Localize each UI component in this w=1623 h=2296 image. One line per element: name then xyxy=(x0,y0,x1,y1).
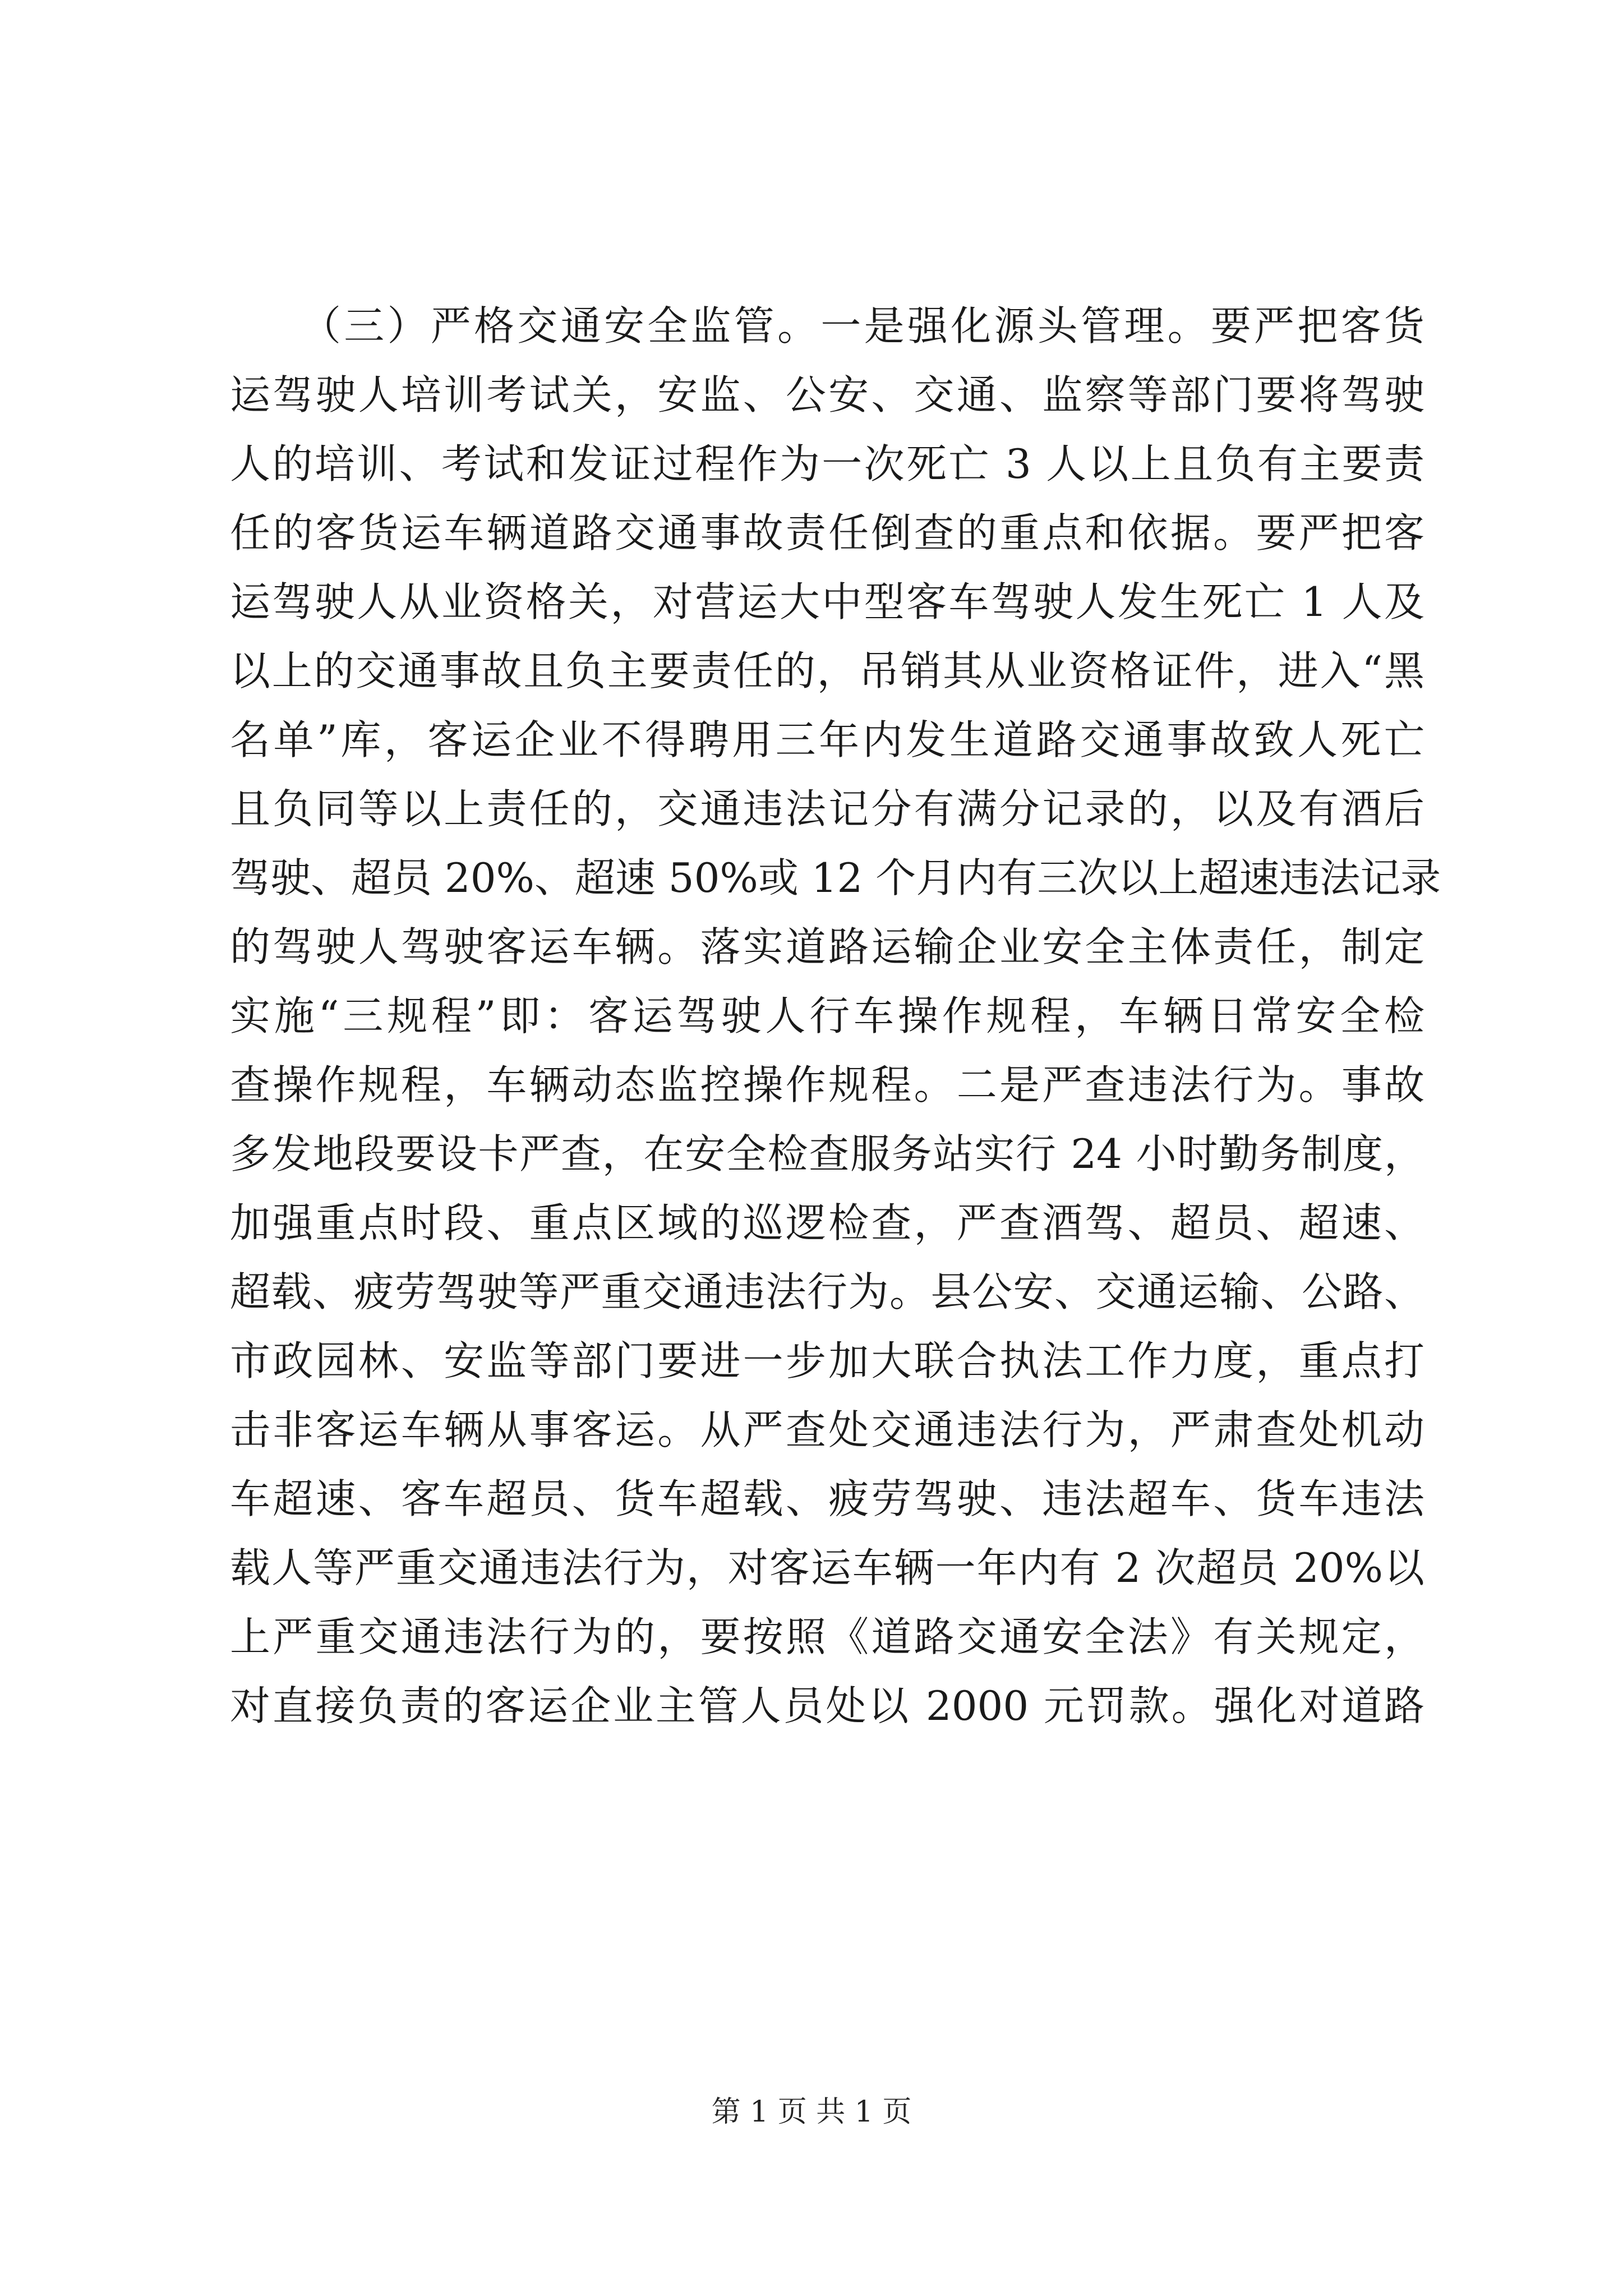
text-line: 击非客运车辆从事客运。从严查处交通违法行为，严肃查处机动 xyxy=(230,1406,1424,1453)
text-line: 驾驶、超员 20%、超速 50%或 12 个月内有三次以上超速违法记录 xyxy=(230,854,1441,901)
page-footer xyxy=(0,2095,1623,2129)
page-number-label: 第 1 页 共 1 页 xyxy=(711,2095,912,2129)
text-line: 对直接负责的客运企业主管人员处以 2000 元罚款。强化对道路 xyxy=(230,1682,1424,1729)
text-line: 任的客货运车辆道路交通事故责任倒查的重点和依据。要严把客 xyxy=(230,509,1424,556)
text-line: 市政园林、安监等部门要进一步加大联合执法工作力度，重点打 xyxy=(230,1337,1424,1384)
text-line: 载人等严重交通违法行为，对客运车辆一年内有 2 次超员 20%以 xyxy=(230,1544,1424,1591)
text-line: 上严重交通违法行为的，要按照《道路交通安全法》有关规定， xyxy=(230,1613,1424,1660)
text-line: 多发地段要设卡严查，在安全检查服务站实行 24 小时勤务制度， xyxy=(230,1130,1424,1177)
text-line: （三）严格交通安全监管。一是强化源头管理。要严把客货 xyxy=(301,302,1424,349)
text-line: 运驾驶人从业资格关，对营运大中型客车驾驶人发生死亡 1 人及 xyxy=(230,578,1424,625)
text-line: 人的培训、考试和发证过程作为一次死亡 3 人以上且负有主要责 xyxy=(230,440,1424,487)
text-line: 运驾驶人培训考试关，安监、公安、交通、监察等部门要将驾驶 xyxy=(230,371,1424,418)
text-line: 加强重点时段、重点区域的巡逻检查，严查酒驾、超员、超速、 xyxy=(230,1199,1424,1246)
text-line: 实施“三规程”即：客运驾驶人行车操作规程，车辆日常安全检 xyxy=(230,992,1424,1039)
text-line: 车超速、客车超员、货车超载、疲劳驾驶、违法超车、货车违法 xyxy=(230,1475,1424,1522)
text-line: 的驾驶人驾驶客运车辆。落实道路运输企业安全主体责任，制定 xyxy=(230,923,1424,970)
text-line: 名单”库，客运企业不得聘用三年内发生道路交通事故致人死亡 xyxy=(230,716,1424,763)
text-line: 超载、疲劳驾驶等严重交通违法行为。县公安、交通运输、公路、 xyxy=(230,1268,1424,1315)
text-line: 以上的交通事故且负主要责任的，吊销其从业资格证件，进入“黑 xyxy=(230,647,1424,694)
body-text xyxy=(230,292,1441,1741)
text-line: 且负同等以上责任的，交通违法记分有满分记录的，以及有酒后 xyxy=(230,785,1424,832)
text-line: 查操作规程，车辆动态监控操作规程。二是严查违法行为。事故 xyxy=(230,1061,1424,1108)
